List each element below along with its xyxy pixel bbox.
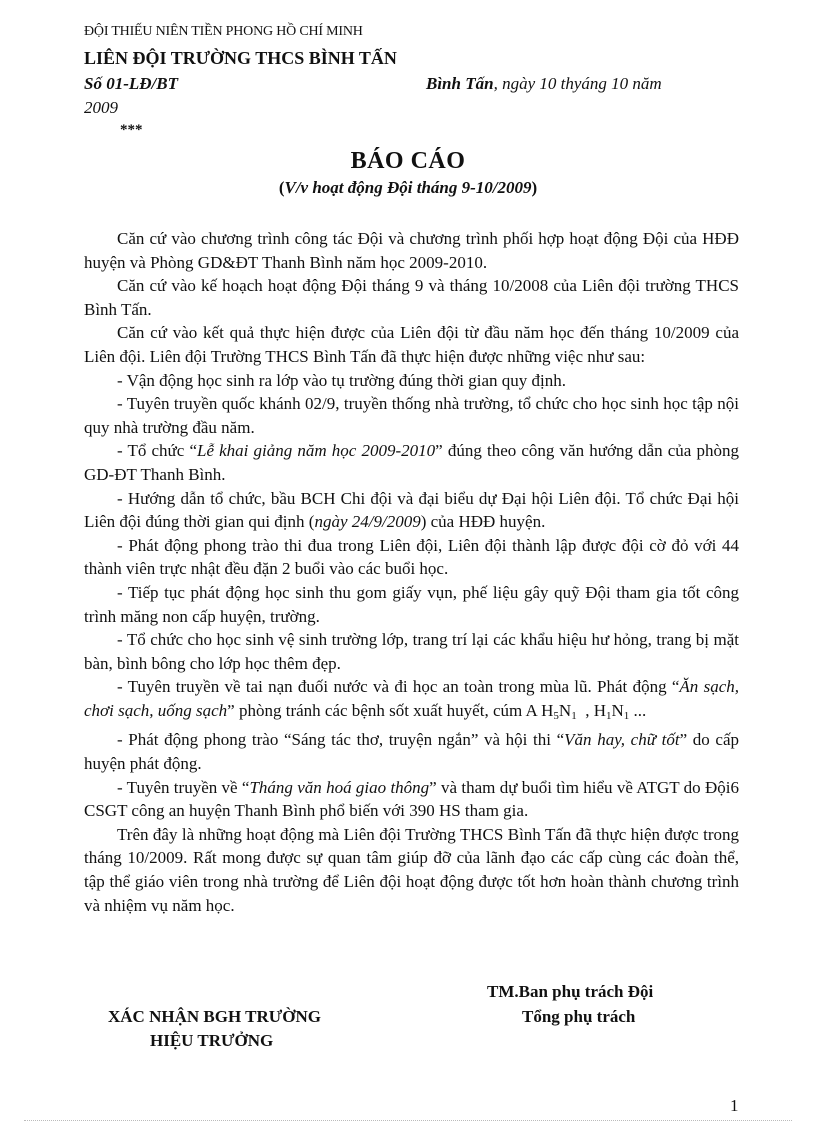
bullet-9: - Phát động phong trào “Sáng tác thơ, truyện ngắn” và hội thi “Văn hay, chữ tốt” do cấp huyện phát động. [84,730,739,774]
signature-right-role: Tổng phụ trách [522,1007,636,1026]
org-line: ĐỘI THIẾU NIÊN TIỀN PHONG HỒ CHÍ MINH [84,24,363,39]
signature-right-title: TM.Ban phụ trách Đội [487,982,654,1001]
place-date [426,74,662,94]
bullet-8: - Tuyên truyền về tai nạn đuối nước và đi học an toàn trong mùa lũ. Phát động “Ăn sạch, chơi sạch, uống sạch” phòng tránh các bệnh sốt xuất huyết, cúm A $H_5N_1$ , $H_1N_1$ ... [84,677,739,722]
signature-left-title: XÁC NHẬN BGH TRƯỜNG [108,1007,321,1026]
bullet-4: - Hướng dẫn tổ chức, bầu BCH Chi đội và đại biểu dự Đại hội Liên đội. Tổ chức Đại hội Liên đội đúng thời gian qui định (ngày 24/9/2009) của HĐĐ huyện. [84,488,739,532]
bullet-6: - Tiếp tục phát động học sinh thu gom giấy vụn, phế liệu gây quỹ Đội tham gia tốt công trình măng non cấp huyện, trường. [84,582,739,626]
signature-left-role: HIỆU TRƯỞNG [150,1031,274,1050]
bullet-3: - Tổ chức “Lễ khai giảng năm học 2009-2010” đúng theo công văn hướng dẫn của phòng GD-ĐT Thanh Bình. [84,441,739,484]
page-number: 1 [730,1096,739,1115]
bullet-7: - Tổ chức cho học sinh vệ sinh trường lớp, trang trí lại các khẩu hiệu hư hỏng, trang bị mặt bàn, bình bông cho lớp học thêm đẹp. [84,630,739,673]
bullet-2: - Tuyên truyền quốc khánh 02/9, truyền thống nhà trường, tổ chức cho học sinh học tập nội quy nhà trường đầu năm. [84,394,739,437]
school-line: LIÊN ĐỘI TRƯỜNG THCS BÌNH TẤN [84,48,397,68]
report-title: BÁO CÁO [350,148,466,174]
year: 2009 [84,98,118,117]
subtitle-open: ( [278,178,285,197]
paragraph-basis-2: Căn cứ vào kế hoạch hoạt động Đội tháng 9 và tháng 10/2008 của Liên đội trường THCS Bình Tấn. [84,276,739,319]
doc-number: Số 01-LĐ/BT [84,74,178,93]
closing-paragraph: Trên đây là những hoạt động mà Liên đội Trường THCS Bình Tấn đã thực hiện được trong tháng 10/2009. Rất mong được sự quan tâm giúp đỡ của lãnh đạo các cấp cùng các đoàn thể, tập thể giáo viên trong nhà trường để Liên đội hoạt động được tốt hơn hoàn thành chương trình và nhiệm vụ năm học. [84,824,739,915]
bullet-10: - Tuyên truyền về “Tháng văn hoá giao thông” và tham dự buổi tìm hiểu về ATGT do Đội6 CSGT công an huyện Thanh Bình phổ biến với 390 HS tham gia. [84,777,739,821]
paragraph-basis-3: Căn cứ vào kết quả thực hiện được của Liên đội từ đầu năm học đến tháng 10/2009 của Liên đội. Liên đội Trường THCS Bình Tấn đã thực hiện được những việc như sau: [84,323,739,366]
paragraph-basis-1: Căn cứ vào chương trình công tác Đội và chương trình phối hợp hoạt động Đội của HĐĐ huyện và Phòng GD&ĐT Thanh Bình năm học 2009-2010. [84,229,739,272]
bullet-5: - Phát động phong trào thi đua trong Liên đội, Liên đội thành lập được đội cờ đỏ với 44 thành viên trực nhật đều đặn 2 buổi vào các buổi học. [84,535,739,579]
separator-stars: *** [120,122,143,138]
place-name: Bình Tấn [426,74,494,93]
report-subtitle [0,178,816,198]
bullet-1: - Vận động học sinh ra lớp vào tụ trường đúng thời gian quy định. [117,370,567,390]
report-body [84,227,739,917]
footer-divider [24,1120,792,1121]
date-text: , ngày 10 thyáng 10 năm [493,74,662,93]
subtitle-text: V/v hoạt động Đội tháng 9-10/2009 [284,178,532,197]
subtitle-close: ) [531,178,538,197]
